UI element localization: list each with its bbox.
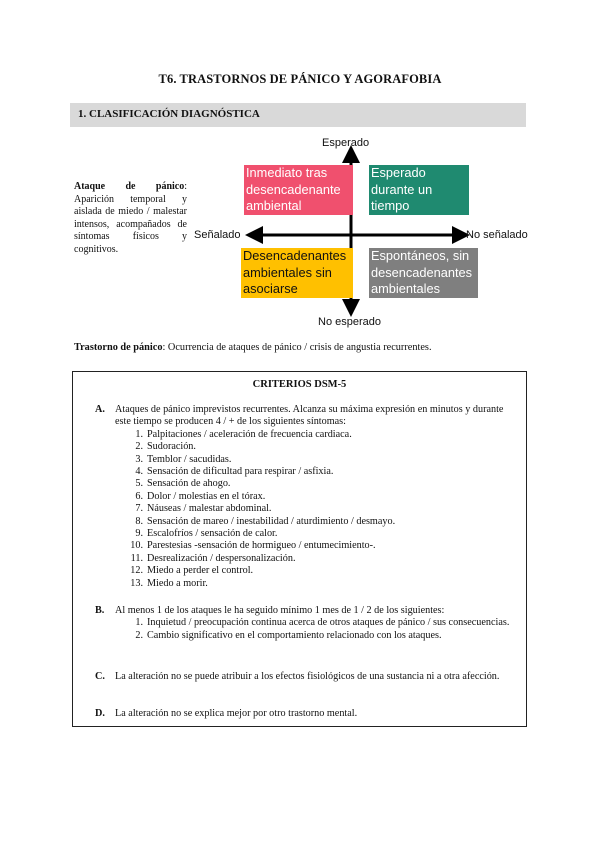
criterion-b [95, 605, 515, 642]
list-item: 13. Miedo a morir. [130, 577, 208, 589]
quadrant-lower-left: Desencadenantes ambientales sin asociarse [241, 248, 353, 298]
list-item: 12. Miedo a perder el control. [130, 565, 254, 577]
list-item: 8. Sensación de mareo / inestabilidad / aturdimiento / desmayo. [135, 515, 396, 527]
criterion-a-text: Ataques de pánico imprevistos recurrentes. Alcanza su máxima expresión en minutos y durante este tiempo se producen 4 / + de los siguientes síntomas: [115, 404, 504, 428]
list-item: 1. Palpitaciones / aceleración de frecuencia cardiaca. [135, 428, 352, 440]
criterion-c-letter: C. [95, 671, 105, 682]
criterion-c [95, 671, 515, 683]
axis-label-bottom: No esperado [318, 316, 381, 328]
list-item: 2. Sudoración. [135, 441, 196, 453]
axis-label-left: Señalado [194, 229, 241, 241]
list-item: 10. Parestesias -sensación de hormigueo / entumecimiento-. [130, 540, 376, 552]
criterion-a [95, 404, 515, 590]
page-title: T6. TRASTORNOS DE PÁNICO Y AGORAFOBIA [158, 72, 442, 86]
quadrant-upper-right: Esperado durante un tiempo [369, 165, 469, 215]
panic-disorder-text: : Ocurrencia de ataques de pánico / crisis de angustia recurrentes. [162, 342, 432, 353]
criterion-b-letter: B. [95, 605, 105, 616]
panic-disorder-term: Trastorno de pánico [74, 342, 163, 353]
criterion-b-list [129, 617, 515, 642]
list-item: 4. Sensación de dificultad para respirar / asfixia. [135, 466, 334, 478]
criterion-a-letter: A. [95, 404, 105, 415]
quadrant-lower-right: Espontáneos, sin desencadenantes ambientales [369, 248, 478, 298]
list-item: 3. Temblor / sacudidas. [135, 453, 232, 465]
list-item: 5. Sensación de ahogo. [135, 478, 231, 490]
criteria-title: CRITERIOS DSM-5 [252, 379, 347, 390]
panic-attack-text: Aparición temporal y aislada de miedo / malestar intensos, acompañados de síntomas físicos y cognitivos. [74, 193, 187, 255]
criterion-b-text: Al menos 1 de los ataques le ha seguido mínimo 1 mes de 1 / 2 de los siguientes: [115, 605, 445, 616]
criterion-d [95, 708, 515, 720]
panic-attack-colon: : [184, 181, 187, 192]
list-item: 1. Inquietud / preocupación continua acerca de otros ataques de pánico / sus consecuencias. [135, 617, 510, 629]
criterion-d-text: La alteración no se explica mejor por otro trastorno mental. [115, 708, 358, 719]
list-item: 6. Dolor / molestias en el tórax. [135, 490, 266, 502]
axis-label-right: No señalado [466, 229, 528, 241]
panic-attack-definition [74, 181, 187, 256]
criterion-a-list [129, 429, 515, 590]
section-header [70, 103, 526, 127]
axis-label-top: Esperado [322, 137, 370, 149]
section-title: 1. CLASIFICACIÓN DIAGNÓSTICA [78, 108, 260, 120]
list-item: 2. Cambio significativo en el comportamiento relacionado con los ataques. [135, 629, 442, 641]
list-item: 7. Náuseas / malestar abdominal. [135, 503, 272, 515]
list-item: 9. Escalofríos / sensación de calor. [135, 528, 278, 540]
criterion-d-letter: D. [95, 708, 105, 719]
criterion-c-text: La alteración no se puede atribuir a los efectos fisiológicos de una sustancia ni a otra afección. [115, 671, 500, 682]
quadrant-upper-left: Inmediato tras desencadenante ambiental [244, 165, 353, 215]
panic-disorder-definition [74, 342, 534, 353]
list-item: 11. Desrealización / despersonalización. [130, 552, 296, 564]
panic-attack-term: Ataque de pánico [74, 181, 185, 192]
criteria-box [72, 371, 527, 727]
